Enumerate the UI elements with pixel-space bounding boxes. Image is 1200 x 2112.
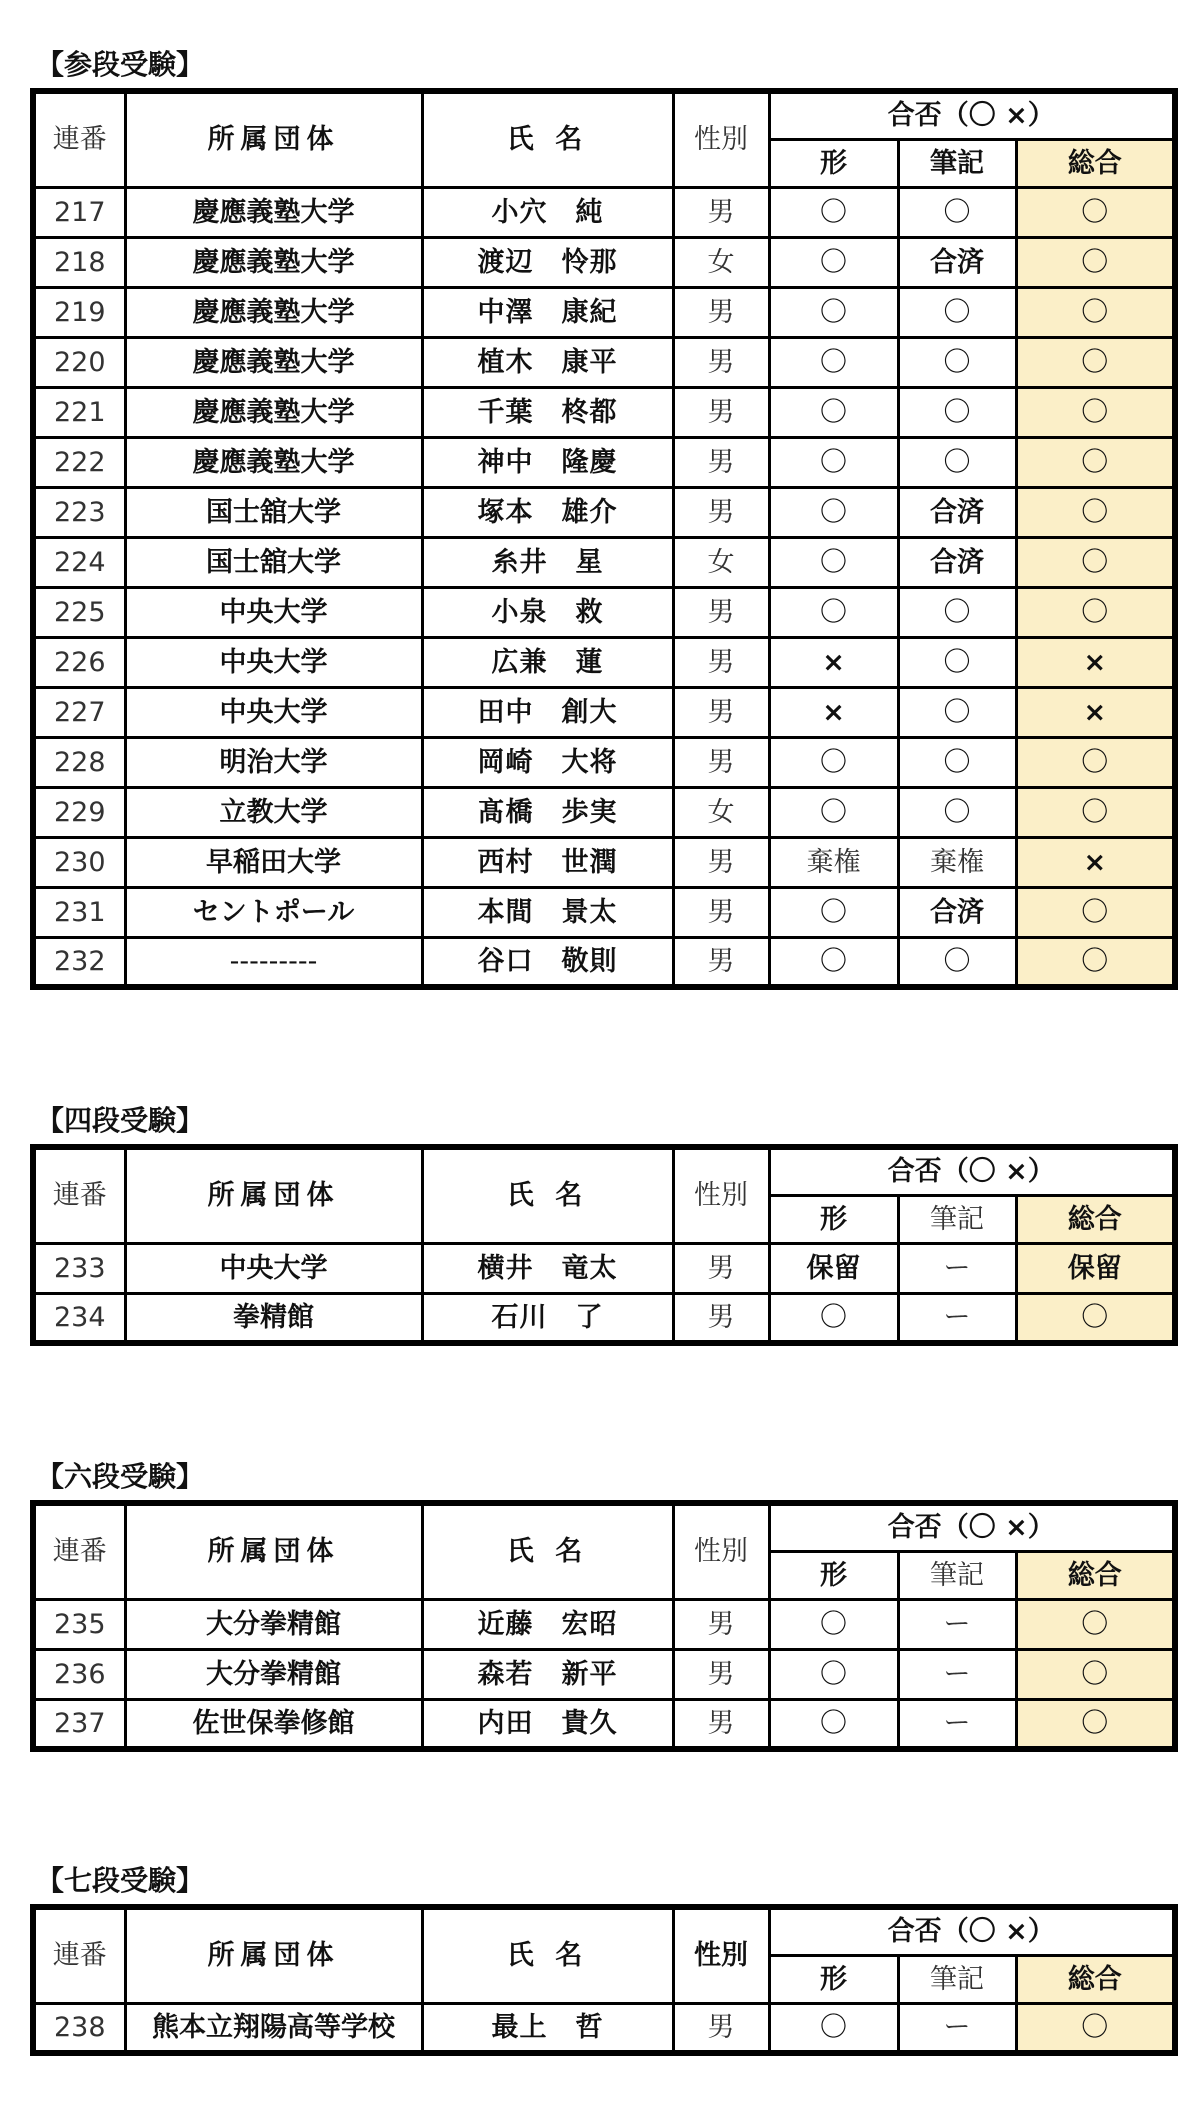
- cell-organization: 佐世保拳修館: [125, 1699, 422, 1749]
- cell-number: 232: [33, 937, 125, 987]
- cell-number: 218: [33, 237, 125, 287]
- cell-name: 最上 哲: [422, 2003, 673, 2053]
- cell-kata: 〇: [769, 1649, 898, 1699]
- cell-number: 235: [33, 1599, 125, 1649]
- cell-name: 植木 康平: [422, 337, 673, 387]
- cell-total: 〇: [1016, 337, 1175, 387]
- cell-kata: 〇: [769, 237, 898, 287]
- cell-gender: 男: [673, 287, 769, 337]
- cell-total: 〇: [1016, 487, 1175, 537]
- cell-total: 〇: [1016, 287, 1175, 337]
- cell-number: 226: [33, 637, 125, 687]
- cell-organization: 明治大学: [125, 737, 422, 787]
- results-table-7dan: [30, 1904, 1178, 2056]
- cell-written: 〇: [898, 187, 1016, 237]
- results-table-3dan: [30, 88, 1178, 990]
- cell-gender: 男: [673, 1699, 769, 1749]
- cell-name: 石川 了: [422, 1293, 673, 1343]
- cell-kata: 〇: [769, 587, 898, 637]
- table-row: [33, 787, 1175, 837]
- cell-written: ー: [898, 1243, 1016, 1293]
- cell-total: ×: [1016, 687, 1175, 737]
- header-name: 氏 名: [422, 91, 673, 187]
- cell-gender: 男: [673, 837, 769, 887]
- cell-number: 227: [33, 687, 125, 737]
- header-written: 筆記: [898, 139, 1016, 187]
- cell-total: 〇: [1016, 587, 1175, 637]
- header-result: 合否（〇 ×）: [769, 1907, 1175, 1955]
- cell-name: 近藤 宏昭: [422, 1599, 673, 1649]
- table-row: [33, 887, 1175, 937]
- cell-kata: 〇: [769, 937, 898, 987]
- cell-name: 塚本 雄介: [422, 487, 673, 537]
- header-kata: 形: [769, 139, 898, 187]
- cell-kata: 〇: [769, 387, 898, 437]
- cell-name: 小穴 純: [422, 187, 673, 237]
- cell-written: 〇: [898, 337, 1016, 387]
- cell-written: 〇: [898, 587, 1016, 637]
- header-name: 氏 名: [422, 1907, 673, 2003]
- cell-kata: 〇: [769, 537, 898, 587]
- cell-organization: 中央大学: [125, 1243, 422, 1293]
- cell-total: 〇: [1016, 537, 1175, 587]
- table-row: [33, 637, 1175, 687]
- cell-gender: 女: [673, 237, 769, 287]
- cell-organization: 大分拳精館: [125, 1649, 422, 1699]
- cell-organization: 慶應義塾大学: [125, 237, 422, 287]
- cell-total: 〇: [1016, 387, 1175, 437]
- header-number: 連番: [33, 1147, 125, 1243]
- table-row: [33, 837, 1175, 887]
- cell-organization: 中央大学: [125, 587, 422, 637]
- cell-name: 広兼 蓮: [422, 637, 673, 687]
- cell-kata: 〇: [769, 737, 898, 787]
- cell-kata: 〇: [769, 437, 898, 487]
- header-number: 連番: [33, 1907, 125, 2003]
- cell-gender: 男: [673, 487, 769, 537]
- cell-written: ー: [898, 1599, 1016, 1649]
- cell-number: 234: [33, 1293, 125, 1343]
- cell-written: ー: [898, 1293, 1016, 1343]
- table-row: [33, 487, 1175, 537]
- cell-organization: 慶應義塾大学: [125, 337, 422, 387]
- cell-organization: 中央大学: [125, 687, 422, 737]
- table-row: [33, 1649, 1175, 1699]
- cell-written: 〇: [898, 637, 1016, 687]
- cell-organization: ---------: [125, 937, 422, 987]
- table-row: [33, 537, 1175, 587]
- table-row: [33, 237, 1175, 287]
- cell-organization: 早稲田大学: [125, 837, 422, 887]
- cell-gender: 男: [673, 687, 769, 737]
- cell-organization: 慶應義塾大学: [125, 437, 422, 487]
- cell-kata: 〇: [769, 1699, 898, 1749]
- cell-organization: 拳精館: [125, 1293, 422, 1343]
- cell-total: 〇: [1016, 937, 1175, 987]
- header-kata: 形: [769, 1955, 898, 2003]
- table-row: [33, 587, 1175, 637]
- cell-kata: 〇: [769, 337, 898, 387]
- table-row: [33, 1243, 1175, 1293]
- cell-number: 222: [33, 437, 125, 487]
- cell-gender: 男: [673, 887, 769, 937]
- header-gender: 性別: [673, 1147, 769, 1243]
- cell-gender: 男: [673, 1293, 769, 1343]
- cell-kata: 保留: [769, 1243, 898, 1293]
- cell-kata: 〇: [769, 287, 898, 337]
- cell-name: 本間 景太: [422, 887, 673, 937]
- cell-name: 千葉 柊都: [422, 387, 673, 437]
- header-organization: 所属団体: [125, 1907, 422, 2003]
- cell-total: ×: [1016, 637, 1175, 687]
- cell-kata: ×: [769, 687, 898, 737]
- cell-organization: 慶應義塾大学: [125, 387, 422, 437]
- cell-number: 225: [33, 587, 125, 637]
- cell-total: 〇: [1016, 187, 1175, 237]
- cell-total: 〇: [1016, 787, 1175, 837]
- header-written: 筆記: [898, 1195, 1016, 1243]
- section-title-6dan: 【六段受験】: [36, 1460, 205, 1493]
- header-number: 連番: [33, 1503, 125, 1599]
- cell-gender: 男: [673, 2003, 769, 2053]
- results-table-4dan: [30, 1144, 1178, 1346]
- cell-name: 糸井 星: [422, 537, 673, 587]
- cell-organization: 国士舘大学: [125, 537, 422, 587]
- cell-number: 221: [33, 387, 125, 437]
- cell-total: 〇: [1016, 1699, 1175, 1749]
- cell-written: 合済: [898, 487, 1016, 537]
- cell-name: 西村 世潤: [422, 837, 673, 887]
- cell-name: 岡崎 大将: [422, 737, 673, 787]
- table-row: [33, 337, 1175, 387]
- header-organization: 所属団体: [125, 1147, 422, 1243]
- cell-name: 小泉 救: [422, 587, 673, 637]
- table-row: [33, 187, 1175, 237]
- cell-name: 渡辺 怜那: [422, 237, 673, 287]
- cell-written: 〇: [898, 787, 1016, 837]
- cell-written: 〇: [898, 737, 1016, 787]
- header-total: 総合: [1016, 139, 1175, 187]
- header-gender: 性別: [673, 91, 769, 187]
- header-total: 総合: [1016, 1195, 1175, 1243]
- cell-gender: 男: [673, 737, 769, 787]
- table-row: [33, 937, 1175, 987]
- cell-total: 〇: [1016, 2003, 1175, 2053]
- cell-written: ー: [898, 1649, 1016, 1699]
- header-result: 合否（〇 ×）: [769, 91, 1175, 139]
- table-row: [33, 437, 1175, 487]
- header-organization: 所属団体: [125, 1503, 422, 1599]
- header-gender: 性別: [673, 1907, 769, 2003]
- section-title-3dan: 【参段受験】: [36, 48, 205, 81]
- cell-organization: 慶應義塾大学: [125, 287, 422, 337]
- section-title-4dan: 【四段受験】: [36, 1104, 205, 1137]
- cell-gender: 男: [673, 637, 769, 687]
- cell-gender: 男: [673, 337, 769, 387]
- cell-written: 〇: [898, 437, 1016, 487]
- cell-number: 233: [33, 1243, 125, 1293]
- cell-total: 〇: [1016, 887, 1175, 937]
- table-row: [33, 737, 1175, 787]
- cell-written: 〇: [898, 937, 1016, 987]
- header-name: 氏 名: [422, 1147, 673, 1243]
- cell-gender: 男: [673, 937, 769, 987]
- cell-gender: 男: [673, 1649, 769, 1699]
- table-row: [33, 387, 1175, 437]
- cell-name: 神中 隆慶: [422, 437, 673, 487]
- cell-name: 田中 創大: [422, 687, 673, 737]
- cell-number: 220: [33, 337, 125, 387]
- cell-gender: 女: [673, 537, 769, 587]
- cell-total: 〇: [1016, 1649, 1175, 1699]
- cell-kata: 〇: [769, 1599, 898, 1649]
- cell-number: 237: [33, 1699, 125, 1749]
- cell-written: 棄権: [898, 837, 1016, 887]
- cell-gender: 男: [673, 387, 769, 437]
- table-row: [33, 287, 1175, 337]
- table-row: [33, 1699, 1175, 1749]
- cell-number: 223: [33, 487, 125, 537]
- header-number: 連番: [33, 91, 125, 187]
- cell-written: ー: [898, 1699, 1016, 1749]
- cell-number: 230: [33, 837, 125, 887]
- table-row: [33, 687, 1175, 737]
- cell-name: 中澤 康紀: [422, 287, 673, 337]
- cell-gender: 男: [673, 1243, 769, 1293]
- cell-kata: 〇: [769, 1293, 898, 1343]
- cell-number: 228: [33, 737, 125, 787]
- cell-name: 谷口 敬則: [422, 937, 673, 987]
- table-row: [33, 2003, 1175, 2053]
- cell-name: 森若 新平: [422, 1649, 673, 1699]
- header-kata: 形: [769, 1551, 898, 1599]
- cell-kata: 〇: [769, 487, 898, 537]
- cell-number: 231: [33, 887, 125, 937]
- cell-written: 合済: [898, 237, 1016, 287]
- cell-kata: 〇: [769, 787, 898, 837]
- header-result: 合否（〇 ×）: [769, 1503, 1175, 1551]
- cell-number: 229: [33, 787, 125, 837]
- cell-kata: ×: [769, 637, 898, 687]
- cell-kata: 〇: [769, 887, 898, 937]
- cell-gender: 男: [673, 437, 769, 487]
- cell-total: ×: [1016, 837, 1175, 887]
- cell-number: 224: [33, 537, 125, 587]
- cell-number: 217: [33, 187, 125, 237]
- cell-organization: 熊本立翔陽高等学校: [125, 2003, 422, 2053]
- cell-kata: 〇: [769, 2003, 898, 2053]
- cell-total: 〇: [1016, 437, 1175, 487]
- cell-written: 〇: [898, 387, 1016, 437]
- section-title-7dan: 【七段受験】: [36, 1864, 205, 1897]
- cell-written: 合済: [898, 887, 1016, 937]
- header-total: 総合: [1016, 1955, 1175, 2003]
- cell-written: 合済: [898, 537, 1016, 587]
- header-gender: 性別: [673, 1503, 769, 1599]
- cell-name: 内田 貴久: [422, 1699, 673, 1749]
- cell-number: 238: [33, 2003, 125, 2053]
- cell-total: 保留: [1016, 1243, 1175, 1293]
- table-row: [33, 1293, 1175, 1343]
- header-kata: 形: [769, 1195, 898, 1243]
- cell-gender: 女: [673, 787, 769, 837]
- cell-gender: 男: [673, 587, 769, 637]
- cell-gender: 男: [673, 187, 769, 237]
- cell-number: 219: [33, 287, 125, 337]
- header-organization: 所属団体: [125, 91, 422, 187]
- header-written: 筆記: [898, 1551, 1016, 1599]
- cell-number: 236: [33, 1649, 125, 1699]
- cell-written: 〇: [898, 287, 1016, 337]
- cell-written: 〇: [898, 687, 1016, 737]
- header-total: 総合: [1016, 1551, 1175, 1599]
- header-name: 氏 名: [422, 1503, 673, 1599]
- cell-total: 〇: [1016, 1599, 1175, 1649]
- table-row: [33, 1599, 1175, 1649]
- cell-kata: 棄権: [769, 837, 898, 887]
- cell-kata: 〇: [769, 187, 898, 237]
- cell-organization: 大分拳精館: [125, 1599, 422, 1649]
- cell-total: 〇: [1016, 737, 1175, 787]
- cell-total: 〇: [1016, 1293, 1175, 1343]
- cell-organization: 慶應義塾大学: [125, 187, 422, 237]
- cell-organization: 立教大学: [125, 787, 422, 837]
- cell-organization: セントポール: [125, 887, 422, 937]
- cell-gender: 男: [673, 1599, 769, 1649]
- cell-organization: 国士舘大学: [125, 487, 422, 537]
- results-table-6dan: [30, 1500, 1178, 1752]
- header-written: 筆記: [898, 1955, 1016, 2003]
- cell-total: 〇: [1016, 237, 1175, 287]
- cell-written: ー: [898, 2003, 1016, 2053]
- cell-name: 髙橋 歩実: [422, 787, 673, 837]
- cell-name: 横井 竜太: [422, 1243, 673, 1293]
- header-result: 合否（〇 ×）: [769, 1147, 1175, 1195]
- cell-organization: 中央大学: [125, 637, 422, 687]
